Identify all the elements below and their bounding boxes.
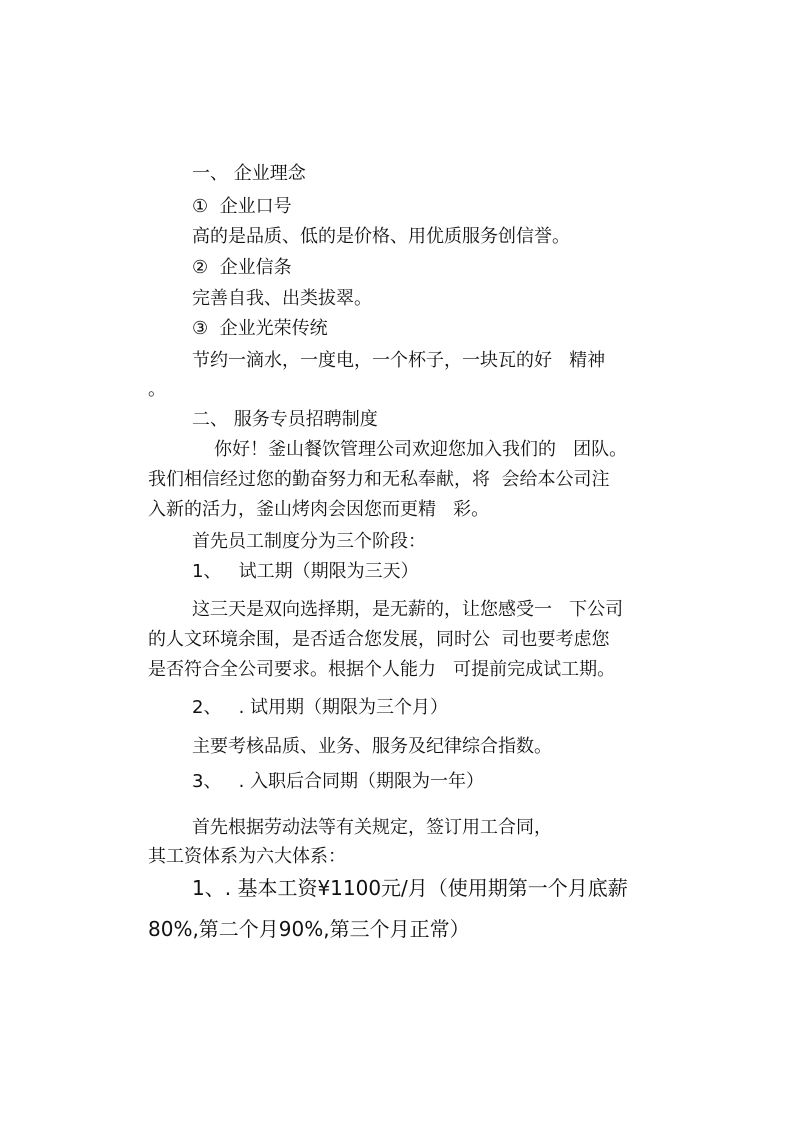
item-heading-creed: ② 企业信条 (192, 257, 292, 278)
paragraph-creed: 完善自我、出类拔翠。 (192, 288, 372, 309)
paragraph-probation: 主要考核品质、业务、服务及纪律综合指数。 (192, 736, 552, 757)
stage-heading-contract: 3、 . 入职后合同期（期限为一年） (192, 771, 485, 792)
paragraph-slogan: 高的是品质、低的是价格、用优质服务创信誉。 (192, 226, 570, 247)
item-heading-tradition: ③ 企业光荣传统 (192, 318, 328, 339)
paragraph-contract-2: 其工资体系为六大体系： (148, 846, 346, 867)
stage-heading-trial-work: 1、 试工期（期限为三天） (192, 561, 419, 582)
item-heading-slogan: ① 企业口号 (192, 196, 292, 217)
paragraph-welcome-1: 你好！釜山餐饮管理公司欢迎您加入我们的 团队。 (214, 439, 628, 460)
paragraph-tradition-end: 。 (148, 379, 166, 400)
stage-heading-probation: 2、 . 试用期（期限为三个月） (192, 697, 449, 718)
paragraph-tradition: 节约一滴水，一度电，一个杯子，一块瓦的好 精神 (192, 350, 606, 371)
paragraph-welcome-2: 我们相信经过您的勤奋努力和无私奉献，将 会给本公司注 (148, 469, 610, 490)
section-heading-philosophy: 一、 企业理念 (192, 163, 306, 184)
paragraph-welcome-3: 入新的活力，釜山烤肉会因您而更精 彩。 (148, 499, 490, 520)
salary-item-base-continued: 80%,第二个月90%,第三个月正常） (148, 917, 470, 941)
section-heading-recruitment: 二、 服务专员招聘制度 (192, 409, 378, 430)
paragraph-contract-1: 首先根据劳动法等有关规定，签订用工合同， (192, 817, 552, 838)
paragraph-stages-intro: 首先员工制度分为三个阶段： (192, 531, 426, 552)
paragraph-trial-work-3: 是否符合全公司要求。根据个人能力 可提前完成试工期。 (148, 659, 616, 680)
salary-item-base: 1、. 基本工资¥1100元/月（使用期第一个月底薪 (192, 876, 628, 900)
paragraph-trial-work-1: 这三天是双向选择期，是无薪的，让您感受一 下公司 (192, 599, 624, 620)
paragraph-trial-work-2: 的人文环境余围，是否适合您发展，同时公 司也要考虑您 (148, 629, 610, 650)
